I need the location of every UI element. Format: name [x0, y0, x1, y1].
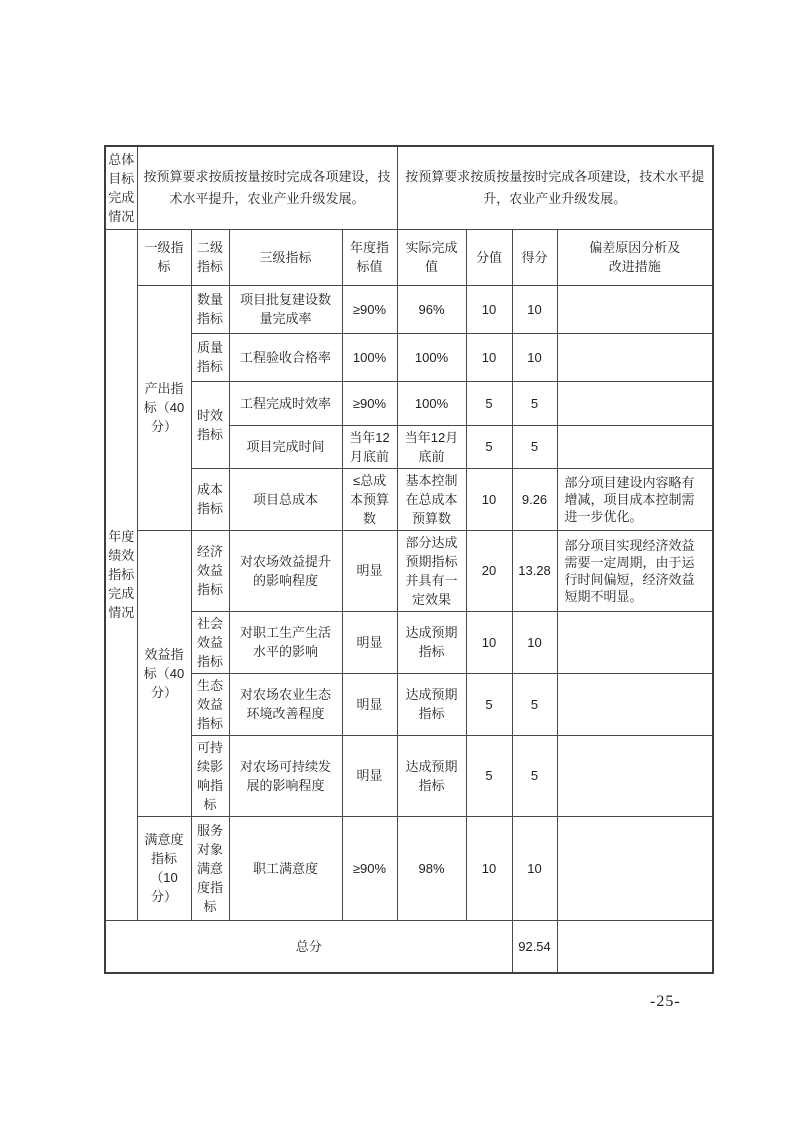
cell-level2: 生态效益指标	[191, 673, 229, 735]
table-row	[105, 816, 713, 920]
cell-points: 5	[466, 735, 512, 816]
level1-group-benefit: 效益指标（40分）	[137, 530, 191, 816]
cell-target: 当年12月底前	[342, 425, 397, 468]
cell-actual: 达成预期指标	[397, 611, 466, 673]
cell-level3: 职工满意度	[229, 816, 342, 920]
total-score-row	[105, 920, 713, 973]
cell-actual: 达成预期指标	[397, 673, 466, 735]
cell-score: 5	[512, 735, 557, 816]
cell-target: 明显	[342, 673, 397, 735]
header-deviation: 偏差原因分析及改进措施	[557, 229, 713, 285]
cell-level2: 数量指标	[191, 285, 229, 333]
cell-target: ≥90%	[342, 381, 397, 425]
cell-level3: 工程完成时效率	[229, 381, 342, 425]
cell-level2: 可持续影响指标	[191, 735, 229, 816]
cell-actual: 达成预期指标	[397, 735, 466, 816]
page-number: -25-	[650, 993, 681, 1010]
cell-deviation	[557, 611, 713, 673]
cell-target: 明显	[342, 611, 397, 673]
cell-deviation	[557, 333, 713, 381]
cell-target: ≤总成本预算数	[342, 468, 397, 530]
table-row	[105, 673, 713, 735]
cell-deviation	[557, 425, 713, 468]
overall-goal-row-label: 总体目标完成情况	[105, 146, 137, 229]
cell-deviation	[557, 673, 713, 735]
cell-score: 5	[512, 381, 557, 425]
total-score-deviation	[557, 920, 713, 973]
cell-target: ≥90%	[342, 816, 397, 920]
cell-score: 9.26	[512, 468, 557, 530]
cell-level2: 服务对象满意度指标	[191, 816, 229, 920]
cell-points: 10	[466, 816, 512, 920]
cell-actual: 100%	[397, 381, 466, 425]
header-level2: 二级指标	[191, 229, 229, 285]
table-row	[105, 285, 713, 333]
cell-actual: 100%	[397, 333, 466, 381]
cell-actual: 部分达成预期指标并具有一定效果	[397, 530, 466, 611]
cell-score: 10	[512, 611, 557, 673]
cell-level3: 对农场可持续发展的影响程度	[229, 735, 342, 816]
header-score: 得分	[512, 229, 557, 285]
cell-target: ≥90%	[342, 285, 397, 333]
cell-points: 10	[466, 285, 512, 333]
table-row	[105, 381, 713, 425]
table-row	[105, 530, 713, 611]
cell-deviation	[557, 735, 713, 816]
table-row	[105, 468, 713, 530]
cell-level2: 社会效益指标	[191, 611, 229, 673]
cell-score: 10	[512, 333, 557, 381]
cell-target: 明显	[342, 530, 397, 611]
cell-actual: 基本控制在总成本预算数	[397, 468, 466, 530]
cell-points: 5	[466, 673, 512, 735]
cell-deviation: 部分项目建设内容略有增减，项目成本控制需进一步优化。	[557, 468, 713, 530]
cell-level3: 对农场农业生态环境改善程度	[229, 673, 342, 735]
cell-level3: 对职工生产生活水平的影响	[229, 611, 342, 673]
cell-score: 13.28	[512, 530, 557, 611]
cell-points: 10	[466, 333, 512, 381]
cell-actual: 当年12月底前	[397, 425, 466, 468]
table-row	[105, 611, 713, 673]
cell-points: 5	[466, 425, 512, 468]
cell-actual: 98%	[397, 816, 466, 920]
cell-level3: 项目完成时间	[229, 425, 342, 468]
cell-points: 5	[466, 381, 512, 425]
cell-deviation	[557, 285, 713, 333]
cell-score: 5	[512, 425, 557, 468]
cell-deviation: 部分项目实现经济效益需要一定周期，由于运行时间偏短，经济效益短期不明显。	[557, 530, 713, 611]
cell-level3: 对农场效益提升的影响程度	[229, 530, 342, 611]
overall-goal-actual-cell: 按预算要求按质按量按时完成各项建设，技术水平提升，农业产业升级发展。	[397, 146, 713, 229]
cell-level2: 经济效益指标	[191, 530, 229, 611]
cell-score: 10	[512, 285, 557, 333]
header-level1: 一级指标	[137, 229, 191, 285]
header-annual-target: 年度指标值	[342, 229, 397, 285]
cell-points: 10	[466, 468, 512, 530]
cell-target: 明显	[342, 735, 397, 816]
cell-level2: 时效指标	[191, 381, 229, 468]
overall-goal-row	[105, 146, 713, 229]
level1-group-output: 产出指标（40分）	[137, 285, 191, 530]
indicator-header-row	[105, 229, 713, 285]
header-actual-value: 实际完成值	[397, 229, 466, 285]
cell-deviation	[557, 381, 713, 425]
cell-score: 5	[512, 673, 557, 735]
table-row	[105, 333, 713, 381]
cell-level2: 成本指标	[191, 468, 229, 530]
performance-evaluation-table	[104, 145, 714, 974]
cell-level3: 项目批复建设数量完成率	[229, 285, 342, 333]
header-points: 分值	[466, 229, 512, 285]
total-score-value: 92.54	[512, 920, 557, 973]
total-score-label: 总分	[105, 920, 512, 973]
overall-goal-planned-cell: 按预算要求按质按量按时完成各项建设，技术水平提升，农业产业升级发展。	[137, 146, 397, 229]
cell-deviation	[557, 816, 713, 920]
cell-points: 20	[466, 530, 512, 611]
cell-points: 10	[466, 611, 512, 673]
cell-target: 100%	[342, 333, 397, 381]
cell-score: 10	[512, 816, 557, 920]
cell-actual: 96%	[397, 285, 466, 333]
annual-section-row-label: 年度绩效指标完成情况	[105, 229, 137, 920]
header-level3: 三级指标	[229, 229, 342, 285]
level1-group-satisfaction: 满意度指标（10分）	[137, 816, 191, 920]
cell-level3: 项目总成本	[229, 468, 342, 530]
cell-level3: 工程验收合格率	[229, 333, 342, 381]
table-row	[105, 735, 713, 816]
cell-level2: 质量指标	[191, 333, 229, 381]
